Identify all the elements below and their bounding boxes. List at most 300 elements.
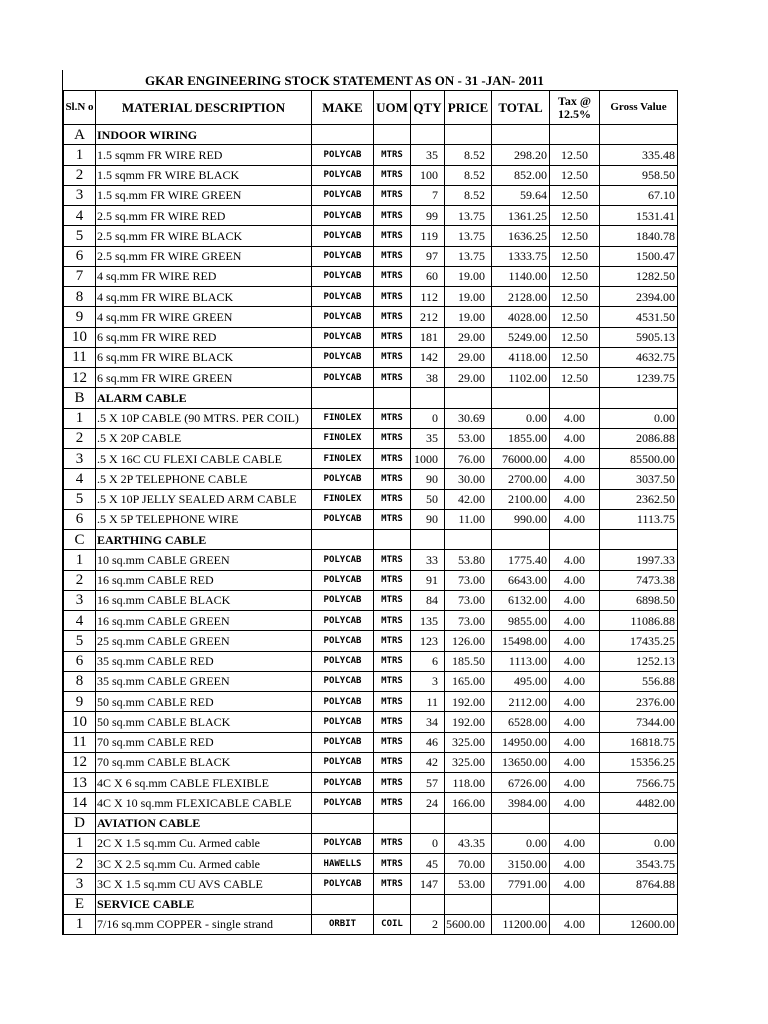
- cell-qty: 119: [411, 226, 445, 246]
- cell-qty: 42: [411, 752, 445, 772]
- cell-description: 3C X 2.5 sq.mm Cu. Armed cable: [96, 854, 312, 874]
- table-row: [64, 327, 678, 347]
- cell-description: 2C X 1.5 sq.mm Cu. Armed cable: [96, 833, 312, 853]
- table-row: [64, 206, 678, 226]
- table-row: [64, 773, 678, 793]
- cell-gross-value: [600, 530, 678, 550]
- cell-tax: 4.00: [550, 590, 600, 610]
- cell-description: 4C X 10 sq.mm FLEXICABLE CABLE: [96, 793, 312, 813]
- cell-slno: C: [64, 530, 96, 550]
- cell-gross-value: 556.88: [600, 671, 678, 691]
- cell-tax: 4.00: [550, 833, 600, 853]
- cell-description: 1.5 sqmm FR WIRE RED: [96, 145, 312, 165]
- cell-qty: [411, 894, 445, 914]
- table-row: [64, 611, 678, 631]
- cell-description: 4C X 6 sq.mm CABLE FLEXIBLE: [96, 773, 312, 793]
- cell-slno: B: [64, 388, 96, 408]
- cell-gross-value: 1239.75: [600, 368, 678, 388]
- cell-qty: 45: [411, 854, 445, 874]
- cell-gross-value: 67.10: [600, 185, 678, 205]
- section-title: AVIATION CABLE: [96, 813, 312, 833]
- cell-slno: 2: [64, 428, 96, 448]
- cell-uom: MTRS: [374, 489, 411, 509]
- cell-make: POLYCAB: [312, 266, 374, 286]
- cell-gross-value: [600, 813, 678, 833]
- cell-price: 13.75: [445, 246, 492, 266]
- cell-description: 35 sq.mm CABLE GREEN: [96, 671, 312, 691]
- cell-price: 325.00: [445, 752, 492, 772]
- cell-uom: [374, 894, 411, 914]
- cell-total: 1140.00: [492, 266, 550, 286]
- cell-gross-value: 7473.38: [600, 570, 678, 590]
- cell-total: 852.00: [492, 165, 550, 185]
- cell-description: 1.5 sqmm FR WIRE BLACK: [96, 165, 312, 185]
- cell-description: 50 sq.mm CABLE RED: [96, 692, 312, 712]
- cell-tax: 12.50: [550, 165, 600, 185]
- cell-make: POLYCAB: [312, 469, 374, 489]
- cell-price: [445, 530, 492, 550]
- cell-price: 43.35: [445, 833, 492, 853]
- cell-total: 495.00: [492, 671, 550, 691]
- cell-uom: MTRS: [374, 793, 411, 813]
- cell-uom: MTRS: [374, 226, 411, 246]
- cell-qty: [411, 813, 445, 833]
- cell-slno: 10: [64, 712, 96, 732]
- cell-gross-value: 12600.00: [600, 914, 678, 934]
- cell-gross-value: [600, 894, 678, 914]
- table-row: [64, 671, 678, 691]
- cell-make: POLYCAB: [312, 752, 374, 772]
- table-row: [64, 469, 678, 489]
- table-row: [64, 874, 678, 894]
- cell-description: 3C X 1.5 sq.mm CU AVS CABLE: [96, 874, 312, 894]
- section-header-row: [64, 388, 678, 408]
- table-row: [64, 408, 678, 428]
- cell-uom: MTRS: [374, 266, 411, 286]
- cell-uom: MTRS: [374, 206, 411, 226]
- cell-slno: 1: [64, 550, 96, 570]
- cell-qty: 60: [411, 266, 445, 286]
- cell-qty: 99: [411, 206, 445, 226]
- cell-total: [492, 125, 550, 145]
- section-header-row: [64, 813, 678, 833]
- cell-qty: [411, 125, 445, 145]
- cell-description: 16 sq.mm CABLE RED: [96, 570, 312, 590]
- cell-qty: 135: [411, 611, 445, 631]
- cell-qty: 46: [411, 732, 445, 752]
- cell-total: 15498.00: [492, 631, 550, 651]
- cell-total: 1636.25: [492, 226, 550, 246]
- cell-total: 5249.00: [492, 327, 550, 347]
- cell-gross-value: 4531.50: [600, 307, 678, 327]
- cell-make: POLYCAB: [312, 347, 374, 367]
- cell-slno: 11: [64, 347, 96, 367]
- cell-total: 13650.00: [492, 752, 550, 772]
- table-row: [64, 550, 678, 570]
- cell-qty: 7: [411, 185, 445, 205]
- cell-description: .5 X 20P CABLE: [96, 428, 312, 448]
- cell-make: POLYCAB: [312, 651, 374, 671]
- cell-qty: 2: [411, 914, 445, 934]
- cell-make: POLYCAB: [312, 185, 374, 205]
- cell-make: POLYCAB: [312, 550, 374, 570]
- cell-slno: 12: [64, 752, 96, 772]
- cell-uom: MTRS: [374, 752, 411, 772]
- cell-total: 4028.00: [492, 307, 550, 327]
- cell-description: 10 sq.mm CABLE GREEN: [96, 550, 312, 570]
- cell-gross-value: 0.00: [600, 833, 678, 853]
- cell-slno: 10: [64, 327, 96, 347]
- cell-qty: 90: [411, 509, 445, 529]
- cell-description: 70 sq.mm CABLE BLACK: [96, 752, 312, 772]
- table-row: [64, 246, 678, 266]
- cell-make: POLYCAB: [312, 773, 374, 793]
- cell-tax: 12.50: [550, 327, 600, 347]
- header-total: TOTAL: [492, 91, 550, 125]
- cell-uom: MTRS: [374, 874, 411, 894]
- stock-table: [63, 90, 678, 935]
- cell-gross-value: 1113.75: [600, 509, 678, 529]
- cell-make: FINOLEX: [312, 408, 374, 428]
- cell-description: .5 X 16C CU FLEXI CABLE CABLE: [96, 449, 312, 469]
- cell-tax: 4.00: [550, 408, 600, 428]
- cell-tax: 12.50: [550, 347, 600, 367]
- cell-slno: 13: [64, 773, 96, 793]
- cell-tax: 4.00: [550, 469, 600, 489]
- cell-description: 4 sq.mm FR WIRE GREEN: [96, 307, 312, 327]
- cell-total: 2700.00: [492, 469, 550, 489]
- cell-total: [492, 813, 550, 833]
- cell-description: 6 sq.mm FR WIRE GREEN: [96, 368, 312, 388]
- table-row: [64, 428, 678, 448]
- cell-uom: MTRS: [374, 590, 411, 610]
- cell-total: 2100.00: [492, 489, 550, 509]
- cell-uom: MTRS: [374, 509, 411, 529]
- table-row: [64, 449, 678, 469]
- cell-slno: 4: [64, 469, 96, 489]
- cell-price: [445, 894, 492, 914]
- cell-tax: 4.00: [550, 773, 600, 793]
- cell-tax: 4.00: [550, 712, 600, 732]
- cell-uom: MTRS: [374, 854, 411, 874]
- page-title: GKAR ENGINEERING STOCK STATEMENT AS ON - 31 -JAN- 2011: [145, 73, 544, 88]
- cell-make: POLYCAB: [312, 631, 374, 651]
- cell-total: 298.20: [492, 145, 550, 165]
- cell-tax: [550, 813, 600, 833]
- cell-qty: 1000: [411, 449, 445, 469]
- cell-gross-value: 15356.25: [600, 752, 678, 772]
- cell-qty: 91: [411, 570, 445, 590]
- cell-description: .5 X 5P TELEPHONE WIRE: [96, 509, 312, 529]
- cell-total: 6528.00: [492, 712, 550, 732]
- table-row: [64, 347, 678, 367]
- cell-make: ORBIT: [312, 914, 374, 934]
- cell-slno: 3: [64, 590, 96, 610]
- cell-gross-value: 3037.50: [600, 469, 678, 489]
- table-row: [64, 712, 678, 732]
- cell-total: 6132.00: [492, 590, 550, 610]
- cell-uom: MTRS: [374, 732, 411, 752]
- cell-gross-value: 0.00: [600, 408, 678, 428]
- cell-price: 53.00: [445, 428, 492, 448]
- cell-price: 166.00: [445, 793, 492, 813]
- cell-tax: 12.50: [550, 307, 600, 327]
- cell-description: 2.5 sq.mm FR WIRE GREEN: [96, 246, 312, 266]
- cell-make: [312, 894, 374, 914]
- cell-total: 1102.00: [492, 368, 550, 388]
- cell-slno: 9: [64, 307, 96, 327]
- cell-uom: MTRS: [374, 692, 411, 712]
- cell-price: 30.69: [445, 408, 492, 428]
- section-title: EARTHING CABLE: [96, 530, 312, 550]
- cell-description: .5 X 10P CABLE (90 MTRS. PER COIL): [96, 408, 312, 428]
- cell-tax: 4.00: [550, 874, 600, 894]
- cell-make: POLYCAB: [312, 874, 374, 894]
- cell-description: 7/16 sq.mm COPPER - single strand: [96, 914, 312, 934]
- cell-total: 990.00: [492, 509, 550, 529]
- cell-tax: 4.00: [550, 854, 600, 874]
- cell-total: 9855.00: [492, 611, 550, 631]
- cell-price: 8.52: [445, 185, 492, 205]
- cell-gross-value: [600, 125, 678, 145]
- cell-gross-value: 4632.75: [600, 347, 678, 367]
- cell-slno: 11: [64, 732, 96, 752]
- cell-qty: 147: [411, 874, 445, 894]
- cell-uom: MTRS: [374, 246, 411, 266]
- cell-make: POLYCAB: [312, 165, 374, 185]
- cell-tax: 12.50: [550, 287, 600, 307]
- cell-make: POLYCAB: [312, 570, 374, 590]
- cell-qty: 0: [411, 408, 445, 428]
- cell-total: 1775.40: [492, 550, 550, 570]
- cell-uom: MTRS: [374, 773, 411, 793]
- cell-slno: 4: [64, 206, 96, 226]
- cell-qty: 11: [411, 692, 445, 712]
- cell-total: [492, 894, 550, 914]
- cell-uom: [374, 530, 411, 550]
- cell-price: 29.00: [445, 368, 492, 388]
- cell-tax: 4.00: [550, 671, 600, 691]
- cell-gross-value: 7566.75: [600, 773, 678, 793]
- cell-description: 4 sq.mm FR WIRE RED: [96, 266, 312, 286]
- header-gross-value: Gross Value: [600, 91, 678, 125]
- cell-make: POLYCAB: [312, 793, 374, 813]
- cell-uom: MTRS: [374, 185, 411, 205]
- cell-qty: 97: [411, 246, 445, 266]
- cell-gross-value: 335.48: [600, 145, 678, 165]
- cell-gross-value: 17435.25: [600, 631, 678, 651]
- cell-description: 35 sq.mm CABLE RED: [96, 651, 312, 671]
- cell-qty: 100: [411, 165, 445, 185]
- table-row: [64, 752, 678, 772]
- cell-gross-value: 2394.00: [600, 287, 678, 307]
- cell-tax: 4.00: [550, 449, 600, 469]
- cell-uom: MTRS: [374, 307, 411, 327]
- cell-qty: 38: [411, 368, 445, 388]
- cell-slno: 6: [64, 509, 96, 529]
- cell-make: [312, 388, 374, 408]
- cell-uom: MTRS: [374, 631, 411, 651]
- section-title: INDOOR WIRING: [96, 125, 312, 145]
- cell-price: 73.00: [445, 590, 492, 610]
- cell-gross-value: 1997.33: [600, 550, 678, 570]
- cell-uom: MTRS: [374, 469, 411, 489]
- cell-slno: E: [64, 894, 96, 914]
- cell-price: 192.00: [445, 712, 492, 732]
- cell-gross-value: 7344.00: [600, 712, 678, 732]
- cell-price: 192.00: [445, 692, 492, 712]
- cell-tax: 12.50: [550, 266, 600, 286]
- cell-uom: MTRS: [374, 287, 411, 307]
- cell-gross-value: 958.50: [600, 165, 678, 185]
- header-slno: Sl.N o: [64, 91, 96, 125]
- cell-make: FINOLEX: [312, 449, 374, 469]
- cell-total: 1333.75: [492, 246, 550, 266]
- cell-description: 4 sq.mm FR WIRE BLACK: [96, 287, 312, 307]
- cell-total: 6726.00: [492, 773, 550, 793]
- header-row: [64, 91, 678, 125]
- cell-total: 2128.00: [492, 287, 550, 307]
- table-row: [64, 185, 678, 205]
- cell-gross-value: 1252.13: [600, 651, 678, 671]
- cell-tax: [550, 388, 600, 408]
- cell-total: 7791.00: [492, 874, 550, 894]
- cell-qty: [411, 388, 445, 408]
- cell-make: POLYCAB: [312, 509, 374, 529]
- cell-price: 165.00: [445, 671, 492, 691]
- cell-price: [445, 125, 492, 145]
- cell-description: 16 sq.mm CABLE GREEN: [96, 611, 312, 631]
- cell-make: POLYCAB: [312, 611, 374, 631]
- section-title: SERVICE CABLE: [96, 894, 312, 914]
- cell-total: 11200.00: [492, 914, 550, 934]
- cell-price: 42.00: [445, 489, 492, 509]
- cell-gross-value: 11086.88: [600, 611, 678, 631]
- cell-description: 50 sq.mm CABLE BLACK: [96, 712, 312, 732]
- cell-uom: MTRS: [374, 145, 411, 165]
- cell-total: 4118.00: [492, 347, 550, 367]
- cell-gross-value: 1282.50: [600, 266, 678, 286]
- cell-price: 53.00: [445, 874, 492, 894]
- cell-slno: 3: [64, 185, 96, 205]
- table-row: [64, 793, 678, 813]
- cell-uom: MTRS: [374, 570, 411, 590]
- cell-make: POLYCAB: [312, 307, 374, 327]
- cell-total: 76000.00: [492, 449, 550, 469]
- cell-slno: 6: [64, 246, 96, 266]
- cell-qty: 34: [411, 712, 445, 732]
- cell-tax: 4.00: [550, 793, 600, 813]
- header-material-description: MATERIAL DESCRIPTION: [96, 91, 312, 125]
- cell-price: [445, 388, 492, 408]
- cell-tax: 4.00: [550, 752, 600, 772]
- cell-gross-value: 3543.75: [600, 854, 678, 874]
- cell-slno: 1: [64, 408, 96, 428]
- cell-tax: 4.00: [550, 428, 600, 448]
- cell-qty: 90: [411, 469, 445, 489]
- cell-make: POLYCAB: [312, 712, 374, 732]
- cell-make: POLYCAB: [312, 692, 374, 712]
- cell-qty: 212: [411, 307, 445, 327]
- table-row: [64, 489, 678, 509]
- table-row: [64, 226, 678, 246]
- section-header-row: [64, 894, 678, 914]
- cell-gross-value: 2086.88: [600, 428, 678, 448]
- section-header-row: [64, 530, 678, 550]
- cell-price: 29.00: [445, 347, 492, 367]
- cell-make: POLYCAB: [312, 287, 374, 307]
- cell-make: HAWELLS: [312, 854, 374, 874]
- cell-gross-value: 1531.41: [600, 206, 678, 226]
- table-row: [64, 509, 678, 529]
- section-title: ALARM CABLE: [96, 388, 312, 408]
- cell-tax: 4.00: [550, 651, 600, 671]
- cell-make: POLYCAB: [312, 590, 374, 610]
- cell-total: 1113.00: [492, 651, 550, 671]
- cell-gross-value: 85500.00: [600, 449, 678, 469]
- cell-gross-value: 2362.50: [600, 489, 678, 509]
- cell-uom: MTRS: [374, 408, 411, 428]
- cell-uom: MTRS: [374, 611, 411, 631]
- cell-total: 3150.00: [492, 854, 550, 874]
- cell-description: .5 X 10P JELLY SEALED ARM CABLE: [96, 489, 312, 509]
- cell-make: POLYCAB: [312, 368, 374, 388]
- cell-price: 70.00: [445, 854, 492, 874]
- cell-qty: 24: [411, 793, 445, 813]
- cell-gross-value: 4482.00: [600, 793, 678, 813]
- cell-slno: 5: [64, 489, 96, 509]
- cell-slno: 8: [64, 671, 96, 691]
- cell-price: 29.00: [445, 327, 492, 347]
- cell-make: [312, 530, 374, 550]
- cell-gross-value: 16818.75: [600, 732, 678, 752]
- header-make: MAKE: [312, 91, 374, 125]
- cell-make: [312, 125, 374, 145]
- cell-qty: 6: [411, 651, 445, 671]
- cell-tax: 12.50: [550, 368, 600, 388]
- cell-uom: [374, 388, 411, 408]
- cell-slno: 4: [64, 611, 96, 631]
- stock-statement-sheet: [62, 70, 677, 935]
- cell-tax: 12.50: [550, 185, 600, 205]
- table-row: [64, 914, 678, 934]
- cell-price: 73.00: [445, 570, 492, 590]
- cell-slno: 3: [64, 449, 96, 469]
- cell-uom: MTRS: [374, 449, 411, 469]
- cell-total: 14950.00: [492, 732, 550, 752]
- cell-price: 53.80: [445, 550, 492, 570]
- header-qty: QTY: [411, 91, 445, 125]
- cell-price: 8.52: [445, 165, 492, 185]
- cell-gross-value: 5905.13: [600, 327, 678, 347]
- cell-slno: 2: [64, 854, 96, 874]
- cell-gross-value: 8764.88: [600, 874, 678, 894]
- cell-tax: 4.00: [550, 611, 600, 631]
- cell-uom: MTRS: [374, 428, 411, 448]
- cell-make: [312, 813, 374, 833]
- cell-description: 6 sq.mm FR WIRE RED: [96, 327, 312, 347]
- table-row: [64, 570, 678, 590]
- cell-tax: 4.00: [550, 631, 600, 651]
- cell-qty: 35: [411, 428, 445, 448]
- cell-tax: [550, 894, 600, 914]
- cell-price: 118.00: [445, 773, 492, 793]
- cell-uom: MTRS: [374, 327, 411, 347]
- cell-make: POLYCAB: [312, 145, 374, 165]
- table-row: [64, 631, 678, 651]
- cell-tax: 12.50: [550, 145, 600, 165]
- cell-make: POLYCAB: [312, 671, 374, 691]
